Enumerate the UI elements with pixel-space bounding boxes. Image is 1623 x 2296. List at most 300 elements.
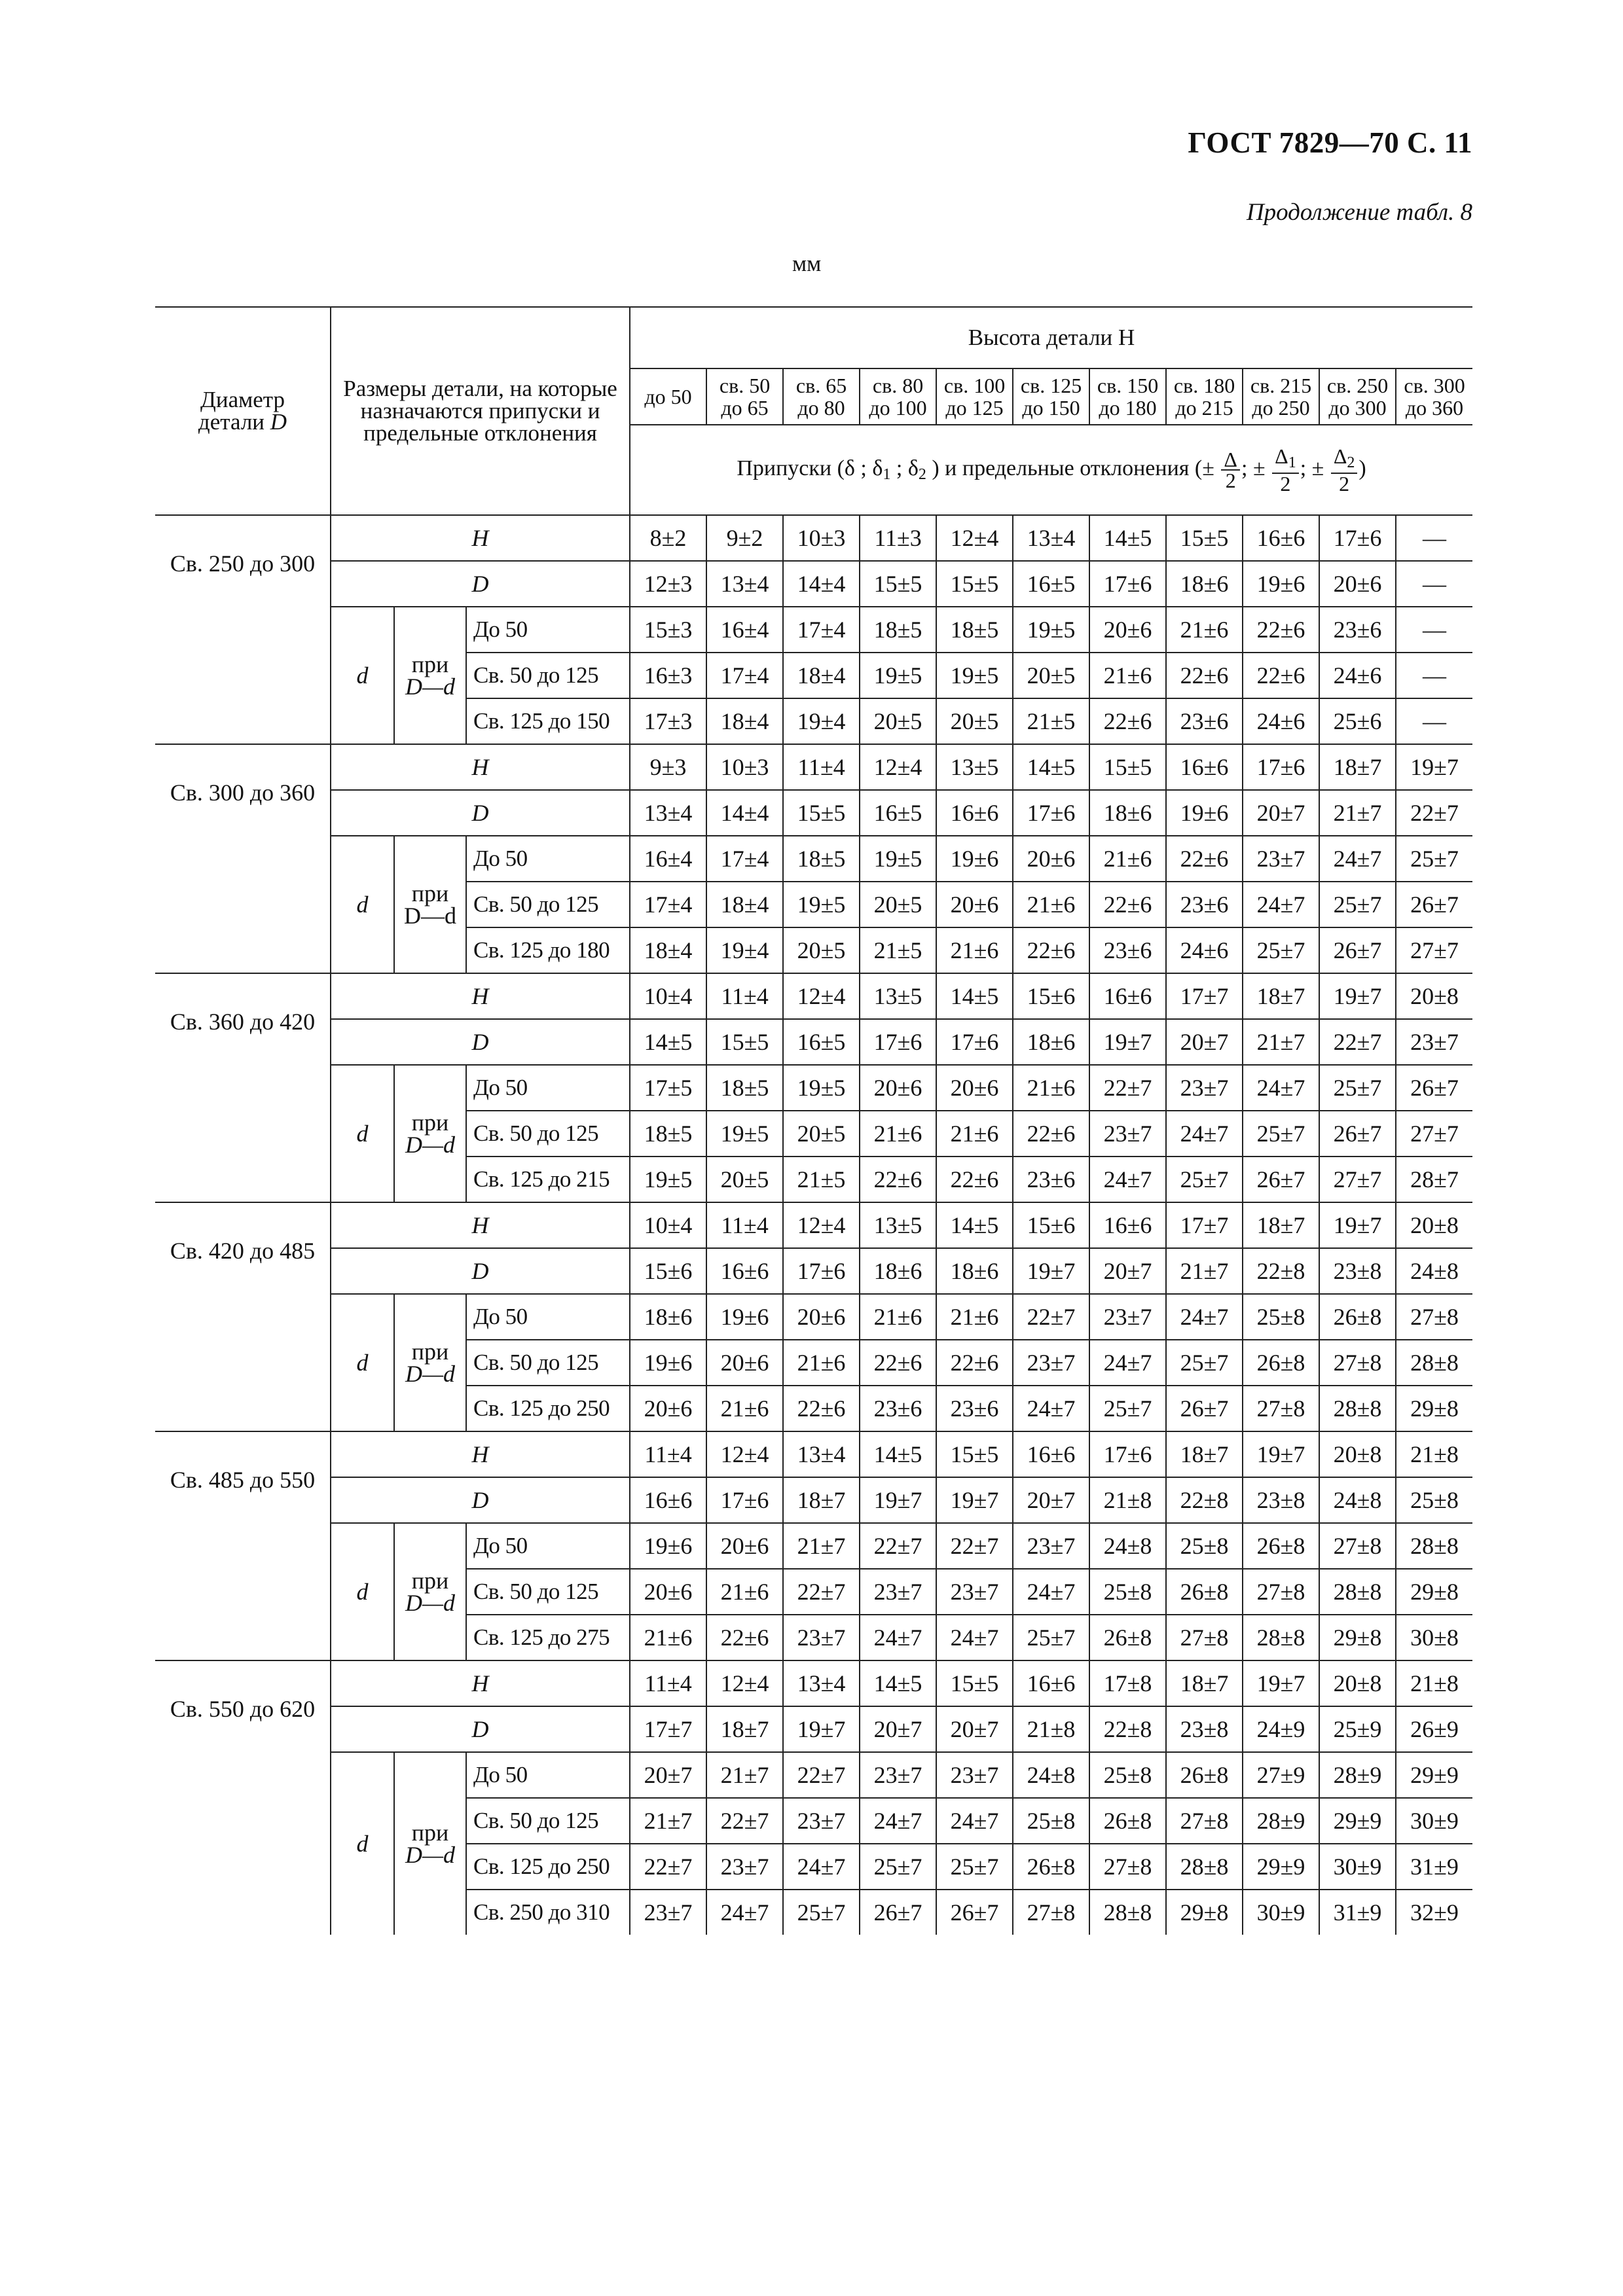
value-cell: 20±6 (1013, 836, 1089, 882)
row-label-pri-Dd (394, 1294, 466, 1431)
value-cell: 21±6 (706, 1569, 783, 1615)
value-cell: 27±9 (1243, 1752, 1319, 1798)
value-cell: 10±3 (783, 515, 860, 561)
value-cell: — (1396, 561, 1472, 607)
value-cell: 18±6 (1089, 790, 1166, 836)
value-cell: 24±8 (1089, 1523, 1166, 1569)
row-label-d: d (331, 1065, 394, 1202)
value-cell: 13±5 (860, 1202, 936, 1248)
value-cell: 23±6 (936, 1386, 1013, 1431)
diameter-range-cell: Св. 485 до 550 (155, 1431, 331, 1660)
value-cell: 12±4 (936, 515, 1013, 561)
height-column-header: св. 50 до 65 (706, 368, 783, 425)
table-row (155, 1660, 1472, 1706)
value-cell: 21±5 (1013, 698, 1089, 744)
value-cell: 19±6 (630, 1340, 706, 1386)
value-cell: 22±8 (1243, 1248, 1319, 1294)
value-cell: 19±7 (860, 1477, 936, 1523)
value-cell: 24±7 (1089, 1340, 1166, 1386)
value-cell: 12±4 (860, 744, 936, 790)
d-size-label: Св. 125 до 275 (466, 1615, 630, 1660)
value-cell: 20±8 (1396, 973, 1472, 1019)
Dd-label: D—d (405, 673, 455, 700)
value-cell: 26±7 (1243, 1157, 1319, 1202)
value-cell: 12±3 (630, 561, 706, 607)
value-cell: 22±7 (783, 1752, 860, 1798)
value-cell: 26±7 (936, 1890, 1013, 1935)
value-cell: 28±8 (1319, 1569, 1396, 1615)
value-cell: 18±7 (1243, 973, 1319, 1019)
value-cell: 23±7 (1013, 1523, 1089, 1569)
value-cell: — (1396, 515, 1472, 561)
table-row (155, 1294, 1472, 1340)
value-cell: 20±5 (783, 1111, 860, 1157)
value-cell: 23±6 (1089, 927, 1166, 973)
d-size-label: Св. 50 до 125 (466, 1569, 630, 1615)
value-cell: 21±7 (630, 1798, 706, 1844)
value-cell: 24±7 (860, 1798, 936, 1844)
value-cell: 22±6 (1166, 653, 1243, 698)
header-allowances (630, 425, 1472, 515)
value-cell: 25±7 (1089, 1386, 1166, 1431)
diameter-range-cell: Св. 250 до 300 (155, 515, 331, 744)
value-cell: 20±5 (1013, 653, 1089, 698)
value-cell: 24±7 (1166, 1111, 1243, 1157)
table-row (155, 973, 1472, 1019)
height-column-header: св. 215 до 250 (1243, 368, 1319, 425)
value-cell: 18±7 (783, 1477, 860, 1523)
value-cell: 23±7 (860, 1569, 936, 1615)
value-cell: 24±6 (1243, 698, 1319, 744)
value-cell: 23±7 (936, 1569, 1013, 1615)
value-cell: 26±7 (860, 1890, 936, 1935)
fraction-delta: $\frac{\Delta}{2}$ (1221, 450, 1240, 490)
value-cell: 29±9 (1243, 1844, 1319, 1890)
value-cell: 23±8 (1319, 1248, 1396, 1294)
value-cell: 20±6 (936, 882, 1013, 927)
value-cell: 14±4 (783, 561, 860, 607)
value-cell: 10±4 (630, 973, 706, 1019)
value-cell: 25±7 (783, 1890, 860, 1935)
value-cell: 23±7 (783, 1615, 860, 1660)
units-label: мм (792, 251, 822, 276)
value-cell: 20±5 (783, 927, 860, 973)
value-cell: — (1396, 653, 1472, 698)
value-cell: 8±2 (630, 515, 706, 561)
row-label-D: D (331, 1477, 630, 1523)
value-cell: 17±6 (860, 1019, 936, 1065)
value-cell: 20±7 (630, 1752, 706, 1798)
value-cell: 10±4 (630, 1202, 706, 1248)
fraction-delta2: $\frac{\Delta_2}{2}$ (1331, 446, 1358, 493)
value-cell: 25±7 (1319, 882, 1396, 927)
d-size-label: Св. 50 до 125 (466, 882, 630, 927)
value-cell: 25±9 (1319, 1706, 1396, 1752)
value-cell: 21±5 (860, 927, 936, 973)
row-label-d: d (331, 1523, 394, 1660)
value-cell: 22±6 (1089, 882, 1166, 927)
value-cell: 15±6 (630, 1248, 706, 1294)
row-label-H: H (331, 515, 630, 561)
value-cell: 19±4 (783, 698, 860, 744)
row-label-D: D (331, 1248, 630, 1294)
value-cell: 17±4 (783, 607, 860, 653)
value-cell: 24±6 (1319, 653, 1396, 698)
value-cell: 22±8 (1089, 1706, 1166, 1752)
value-cell: 21±6 (1013, 882, 1089, 927)
value-cell: 15±5 (936, 561, 1013, 607)
value-cell: 21±7 (783, 1523, 860, 1569)
value-cell: 24±7 (1013, 1386, 1089, 1431)
value-cell: 21±5 (783, 1157, 860, 1202)
value-cell: 23±6 (1319, 607, 1396, 653)
value-cell: 11±4 (630, 1660, 706, 1706)
value-cell: 28±8 (1319, 1386, 1396, 1431)
value-cell: 27±8 (1013, 1890, 1089, 1935)
value-cell: 26±8 (1319, 1294, 1396, 1340)
diameter-range-cell: Св. 300 до 360 (155, 744, 331, 973)
value-cell: 18±6 (1166, 561, 1243, 607)
value-cell: — (1396, 698, 1472, 744)
table-row (155, 607, 1472, 653)
value-cell: 20±6 (706, 1340, 783, 1386)
value-cell: 30±9 (1396, 1798, 1472, 1844)
value-cell: 11±4 (706, 973, 783, 1019)
value-cell: 14±5 (1089, 515, 1166, 561)
value-cell: 15±5 (860, 561, 936, 607)
value-cell: 26±8 (1243, 1340, 1319, 1386)
value-cell: 28±8 (1243, 1615, 1319, 1660)
value-cell: 18±7 (1166, 1660, 1243, 1706)
fraction-delta1: $\frac{\Delta_1}{2}$ (1272, 446, 1299, 493)
value-cell: 11±4 (630, 1431, 706, 1477)
value-cell: 14±5 (630, 1019, 706, 1065)
row-label-d: d (331, 607, 394, 744)
value-cell: 19±5 (706, 1111, 783, 1157)
value-cell: 28±8 (1089, 1890, 1166, 1935)
value-cell: 25±7 (1013, 1615, 1089, 1660)
value-cell: 27±8 (1319, 1340, 1396, 1386)
header-dimensions-text: Размеры детали, на которые назначаются припуски и предельные отклонения (343, 376, 617, 446)
value-cell: 21±7 (706, 1752, 783, 1798)
value-cell: 20±6 (630, 1569, 706, 1615)
value-cell: 24±7 (1166, 1294, 1243, 1340)
value-cell: 20±5 (860, 882, 936, 927)
document-header: ГОСТ 7829—70 С. 11 (1188, 126, 1472, 159)
value-cell: 25±8 (1013, 1798, 1089, 1844)
row-label-D: D (331, 790, 630, 836)
pri-label: при (411, 1568, 449, 1594)
value-cell: 19±6 (1166, 790, 1243, 836)
height-column-header: св. 125 до 150 (1013, 368, 1089, 425)
value-cell: 26±8 (1166, 1569, 1243, 1615)
value-cell: 20±7 (1013, 1477, 1089, 1523)
value-cell: 13±4 (783, 1431, 860, 1477)
value-cell: 29±8 (1396, 1386, 1472, 1431)
value-cell: 18±4 (630, 927, 706, 973)
value-cell: 16±6 (706, 1248, 783, 1294)
value-cell: 20±7 (860, 1706, 936, 1752)
value-cell: 27±8 (1319, 1523, 1396, 1569)
value-cell: 14±4 (706, 790, 783, 836)
value-cell: 17±4 (630, 882, 706, 927)
value-cell: 26±9 (1396, 1706, 1472, 1752)
value-cell: 26±8 (1089, 1798, 1166, 1844)
row-label-pri-Dd (394, 1752, 466, 1935)
value-cell: 21±6 (936, 927, 1013, 973)
value-cell: 16±6 (1166, 744, 1243, 790)
table-row (155, 1248, 1472, 1294)
value-cell: 24±8 (1013, 1752, 1089, 1798)
value-cell: 28±8 (1396, 1523, 1472, 1569)
value-cell: 15±6 (1013, 1202, 1089, 1248)
value-cell: 21±8 (1396, 1431, 1472, 1477)
height-column-header: св. 150 до 180 (1089, 368, 1166, 425)
pri-label: при (411, 880, 449, 906)
value-cell: 30±8 (1396, 1615, 1472, 1660)
row-label-H: H (331, 973, 630, 1019)
value-cell: 21±8 (1396, 1660, 1472, 1706)
value-cell: 23±7 (630, 1890, 706, 1935)
row-label-D: D (331, 1706, 630, 1752)
value-cell: 30±9 (1319, 1844, 1396, 1890)
value-cell: 19±5 (936, 653, 1013, 698)
value-cell: 9±3 (630, 744, 706, 790)
table-row (155, 790, 1472, 836)
value-cell: 22±6 (1243, 607, 1319, 653)
value-cell: 22±6 (860, 1340, 936, 1386)
value-cell: 19±5 (1013, 607, 1089, 653)
value-cell: 27±8 (1243, 1386, 1319, 1431)
value-cell: 17±7 (630, 1706, 706, 1752)
value-cell: 24±8 (1319, 1477, 1396, 1523)
value-cell: 23±8 (1243, 1477, 1319, 1523)
value-cell: 24±9 (1243, 1706, 1319, 1752)
table-row (155, 1477, 1472, 1523)
value-cell: 16±6 (936, 790, 1013, 836)
value-cell: 27±8 (1166, 1615, 1243, 1660)
value-cell: 18±4 (706, 698, 783, 744)
value-cell: 20±8 (1319, 1660, 1396, 1706)
value-cell: 20±7 (936, 1706, 1013, 1752)
value-cell: 14±5 (936, 973, 1013, 1019)
value-cell: 27±7 (1319, 1157, 1396, 1202)
value-cell: 17±3 (630, 698, 706, 744)
value-cell: 27±8 (1166, 1798, 1243, 1844)
d-size-label: До 50 (466, 836, 630, 882)
value-cell: 22±6 (936, 1157, 1013, 1202)
value-cell: 27±8 (1243, 1569, 1319, 1615)
value-cell: 24±7 (936, 1798, 1013, 1844)
row-label-D: D (331, 1019, 630, 1065)
value-cell: 12±4 (706, 1431, 783, 1477)
value-cell: 22±7 (1013, 1294, 1089, 1340)
value-cell: 19±5 (783, 1065, 860, 1111)
value-cell: 19±7 (1243, 1660, 1319, 1706)
value-cell: 13±4 (706, 561, 783, 607)
pri-label: при (411, 1338, 449, 1365)
value-cell: 18±6 (936, 1248, 1013, 1294)
value-cell: 21±6 (860, 1294, 936, 1340)
value-cell: 18±5 (706, 1065, 783, 1111)
value-cell: 22±6 (1013, 927, 1089, 973)
value-cell: 24±7 (1319, 836, 1396, 882)
value-cell: 21±8 (1013, 1706, 1089, 1752)
value-cell: 14±5 (860, 1431, 936, 1477)
value-cell: 16±5 (860, 790, 936, 836)
d-size-label: До 50 (466, 1752, 630, 1798)
header-height: Высота детали Н (630, 307, 1472, 368)
value-cell: 25±7 (1166, 1157, 1243, 1202)
value-cell: 18±4 (783, 653, 860, 698)
value-cell: 17±6 (783, 1248, 860, 1294)
value-cell: 14±5 (860, 1660, 936, 1706)
value-cell: 19±5 (860, 836, 936, 882)
value-cell: 17±6 (1243, 744, 1319, 790)
value-cell: 26±8 (1166, 1752, 1243, 1798)
value-cell: 20±6 (706, 1523, 783, 1569)
height-column-header: св. 100 до 125 (936, 368, 1013, 425)
value-cell: 23±6 (860, 1386, 936, 1431)
value-cell: 26±7 (1319, 1111, 1396, 1157)
value-cell: 28±8 (1166, 1844, 1243, 1890)
value-cell: 26±7 (1166, 1386, 1243, 1431)
value-cell: 16±6 (1089, 973, 1166, 1019)
value-cell: 26±7 (1396, 1065, 1472, 1111)
value-cell: 18±6 (1013, 1019, 1089, 1065)
value-cell: 20±7 (1243, 790, 1319, 836)
value-cell: 22±6 (706, 1615, 783, 1660)
value-cell: 13±5 (860, 973, 936, 1019)
value-cell: 19±6 (936, 836, 1013, 882)
value-cell: 17±6 (1089, 1431, 1166, 1477)
row-label-pri-Dd (394, 1523, 466, 1660)
value-cell: 29±9 (1396, 1752, 1472, 1798)
value-cell: 20±6 (936, 1065, 1013, 1111)
value-cell: 24±6 (1166, 927, 1243, 973)
value-cell: 22±7 (1319, 1019, 1396, 1065)
value-cell: 22±7 (1396, 790, 1472, 836)
value-cell: 25±8 (1089, 1752, 1166, 1798)
value-cell: 19±7 (936, 1477, 1013, 1523)
row-label-pri-Dd (394, 836, 466, 973)
value-cell: 13±4 (783, 1660, 860, 1706)
header-diameter-symbol: D (270, 409, 287, 435)
table-row (155, 515, 1472, 561)
value-cell: 20±6 (1319, 561, 1396, 607)
value-cell: 20±6 (630, 1386, 706, 1431)
value-cell: 15±5 (706, 1019, 783, 1065)
value-cell: 15±5 (936, 1431, 1013, 1477)
d-size-label: До 50 (466, 1294, 630, 1340)
value-cell: 27±7 (1396, 927, 1472, 973)
value-cell: 12±4 (783, 973, 860, 1019)
table-row (155, 1019, 1472, 1065)
value-cell: 16±3 (630, 653, 706, 698)
value-cell: — (1396, 607, 1472, 653)
value-cell: 9±2 (706, 515, 783, 561)
table-row (155, 1523, 1472, 1569)
d-size-label: Св. 50 до 125 (466, 653, 630, 698)
value-cell: 22±7 (860, 1523, 936, 1569)
value-cell: 21±8 (1089, 1477, 1166, 1523)
value-cell: 16±6 (630, 1477, 706, 1523)
value-cell: 25±7 (1396, 836, 1472, 882)
value-cell: 26±8 (1089, 1615, 1166, 1660)
row-label-pri-Dd (394, 1065, 466, 1202)
d-size-label: Св. 50 до 125 (466, 1340, 630, 1386)
value-cell: 15±6 (1013, 973, 1089, 1019)
table-row (155, 836, 1472, 882)
value-cell: 13±5 (936, 744, 1013, 790)
row-label-H: H (331, 1202, 630, 1248)
height-column-header: до 50 (630, 368, 706, 425)
value-cell: 15±5 (783, 790, 860, 836)
d-size-label: Св. 125 до 150 (466, 698, 630, 744)
row-label-d: d (331, 1752, 394, 1935)
value-cell: 22±6 (783, 1386, 860, 1431)
d-size-label: Св. 125 до 215 (466, 1157, 630, 1202)
value-cell: 10±3 (706, 744, 783, 790)
height-column-header: св. 300 до 360 (1396, 368, 1472, 425)
value-cell: 20±8 (1396, 1202, 1472, 1248)
table-row (155, 1431, 1472, 1477)
row-label-d: d (331, 1294, 394, 1431)
header-diameter (155, 307, 331, 515)
value-cell: 23±7 (1089, 1294, 1166, 1340)
value-cell: 20±5 (860, 698, 936, 744)
value-cell: 26±7 (1396, 882, 1472, 927)
value-cell: 21±6 (936, 1111, 1013, 1157)
value-cell: 31±9 (1319, 1890, 1396, 1935)
value-cell: 24±7 (1089, 1157, 1166, 1202)
value-cell: 23±8 (1166, 1706, 1243, 1752)
value-cell: 21±6 (936, 1294, 1013, 1340)
value-cell: 19±7 (1396, 744, 1472, 790)
value-cell: 17±6 (1319, 515, 1396, 561)
value-cell: 21±6 (706, 1386, 783, 1431)
table-row (155, 1065, 1472, 1111)
value-cell: 24±7 (860, 1615, 936, 1660)
value-cell: 25±7 (1319, 1065, 1396, 1111)
value-cell: 23±6 (1166, 698, 1243, 744)
value-cell: 20±5 (706, 1157, 783, 1202)
value-cell: 12±4 (783, 1202, 860, 1248)
value-cell: 11±4 (783, 744, 860, 790)
row-label-D: D (331, 561, 630, 607)
value-cell: 23±7 (860, 1752, 936, 1798)
value-cell: 23±6 (1013, 1157, 1089, 1202)
value-cell: 25±8 (1396, 1477, 1472, 1523)
value-cell: 22±6 (1089, 698, 1166, 744)
table-row (155, 1202, 1472, 1248)
value-cell: 13±4 (1013, 515, 1089, 561)
value-cell: 25±8 (1089, 1569, 1166, 1615)
value-cell: 23±6 (1166, 882, 1243, 927)
value-cell: 22±7 (1089, 1065, 1166, 1111)
value-cell: 19±6 (1243, 561, 1319, 607)
d-size-label: До 50 (466, 1523, 630, 1569)
value-cell: 22±7 (783, 1569, 860, 1615)
value-cell: 22±7 (630, 1844, 706, 1890)
value-cell: 19±7 (1319, 1202, 1396, 1248)
value-cell: 16±4 (630, 836, 706, 882)
value-cell: 21±6 (783, 1340, 860, 1386)
value-cell: 23±7 (1013, 1340, 1089, 1386)
value-cell: 19±5 (860, 653, 936, 698)
value-cell: 32±9 (1410, 1899, 1459, 1926)
value-cell: 17±6 (936, 1019, 1013, 1065)
